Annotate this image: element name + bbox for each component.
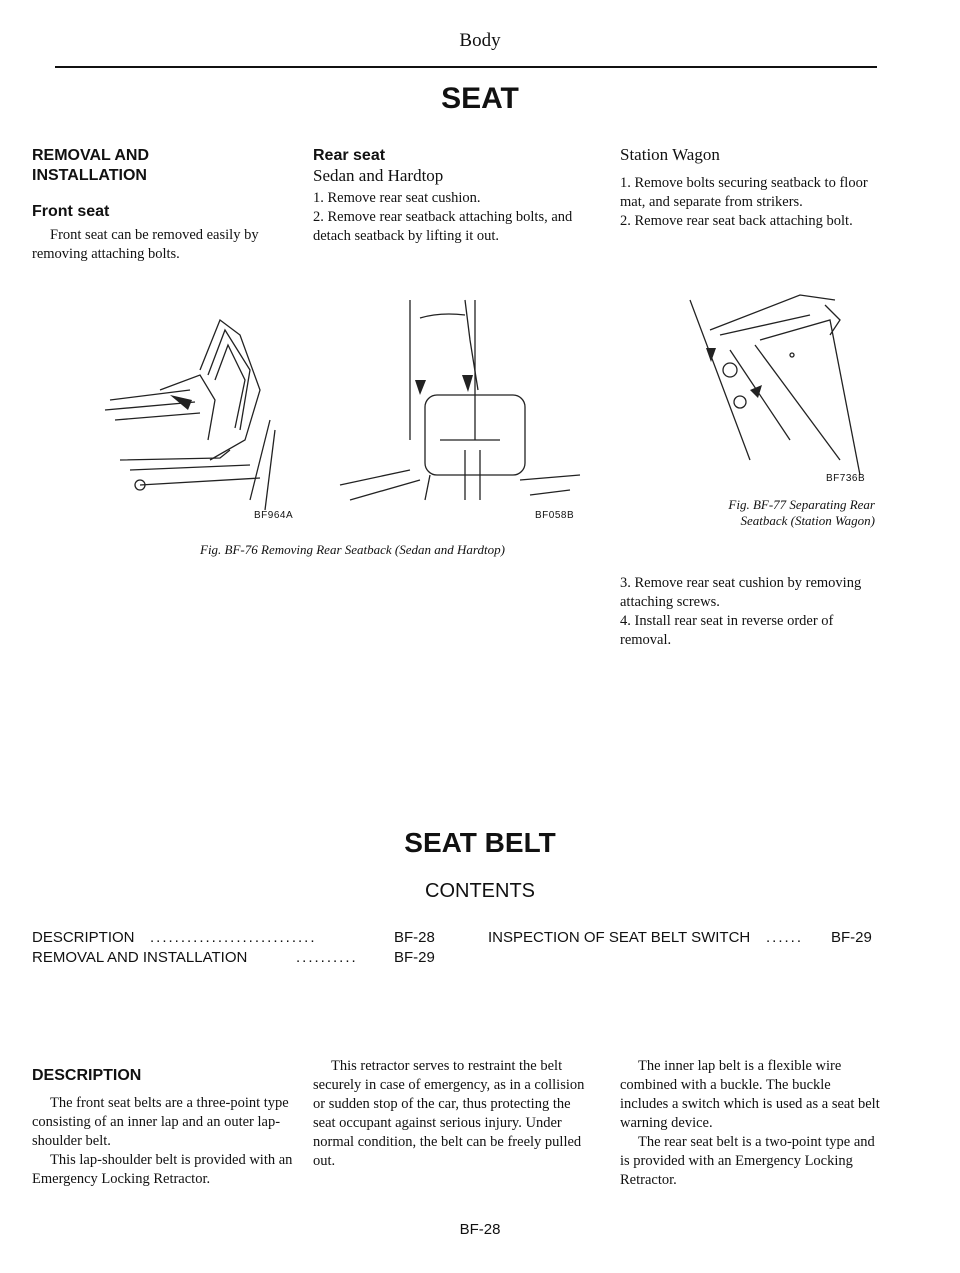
toc-label: INSPECTION OF SEAT BELT SWITCH [488, 929, 751, 946]
fig-code-bf964a: BF964A [254, 510, 294, 521]
rear-seatback-figure [340, 300, 580, 510]
section-title-seat-belt: SEAT BELT [404, 827, 556, 858]
description-col-1 [32, 1094, 310, 1189]
sedan-step-1: 1. Remove rear seat cushion. [313, 190, 481, 206]
removal-heading: REMOVAL AND INSTALLATION [32, 147, 150, 184]
station-wagon-figure [660, 290, 880, 485]
station-wagon-heading: Station Wagon [620, 145, 720, 164]
wagon-step-3: 3. Remove rear seat cushion by removing attaching screws. [620, 575, 862, 610]
front-seat-figure [100, 310, 300, 510]
description-p3: This retractor serves to restraint the belt securely in case of emergency, as in a collision or sudden stop of the car, thus protecting the seat occupant against serious injury. Under normal condition, the belt can be freely pulled out. [313, 1058, 585, 1169]
page-number: BF-28 [459, 1221, 501, 1238]
fig-77-caption-line1: Fig. BF-77 Separating Rear [728, 497, 875, 512]
wagon-step-1: 1. Remove bolts securing seatback to floor mat, and separate from strikers. [620, 175, 868, 210]
toc-label: REMOVAL AND INSTALLATION [32, 949, 248, 966]
section-title-seat: SEAT [441, 82, 519, 115]
front-seat-heading: Front seat [32, 203, 110, 220]
sedan-step-2: 2. Remove rear seatback attaching bolts, and detach seatback by lifting it out. [313, 209, 573, 244]
fig-code-bf058b: BF058B [535, 510, 575, 521]
wagon-step-4: 4. Install rear seat in reverse order of removal. [620, 613, 834, 648]
wagon-step-2: 2. Remove rear seat back attaching bolt. [620, 213, 853, 229]
description-col-2 [313, 1057, 591, 1171]
toc-item-removal: REMOVAL AND INSTALLATION .......... BF-29 [32, 949, 435, 966]
toc-item-description: DESCRIPTION ........................... BF-28 [32, 929, 435, 946]
sedan-steps [313, 189, 575, 246]
page-header: Body [459, 30, 501, 51]
description-p1: The front seat belts are a three-point type consisting of an inner lap and an outer lap-shoulder belt. [32, 1095, 289, 1149]
toc-page: BF-29 [831, 929, 872, 946]
fig-77-caption [655, 497, 875, 529]
description-p2: This lap-shoulder belt is provided with an Emergency Locking Retractor. [32, 1152, 293, 1187]
toc-label: DESCRIPTION [32, 929, 135, 946]
rear-seat-heading: Rear seat [313, 147, 386, 164]
sedan-heading: Sedan and Hardtop [313, 166, 444, 185]
header-rule [55, 66, 877, 68]
toc-page: BF-29 [394, 949, 435, 966]
description-p4: The inner lap belt is a flexible wire combined with a buckle. The buckle includes a switch which is used as a seat belt warning device. [620, 1058, 880, 1131]
contents-title: CONTENTS [425, 880, 535, 902]
fig-77-caption-line2: Seatback (Station Wagon) [740, 513, 875, 528]
description-col-3 [620, 1057, 882, 1190]
fig-76-caption: Fig. BF-76 Removing Rear Seatback (Sedan and Hardtop) [200, 542, 505, 557]
description-p5: The rear seat belt is a two-point type and is provided with an Emergency Locking Retractor. [620, 1134, 875, 1188]
description-heading: DESCRIPTION [32, 1067, 142, 1084]
fig-code-bf736b: BF736B [826, 473, 866, 484]
toc-page: BF-28 [394, 929, 435, 946]
wagon-steps [620, 174, 880, 231]
wagon-steps-2 [620, 574, 880, 650]
front-seat-text: Front seat can be removed easily by removing attaching bolts. [32, 227, 259, 262]
toc-item-inspection: INSPECTION OF SEAT BELT SWITCH ...... BF-29 [488, 929, 872, 946]
